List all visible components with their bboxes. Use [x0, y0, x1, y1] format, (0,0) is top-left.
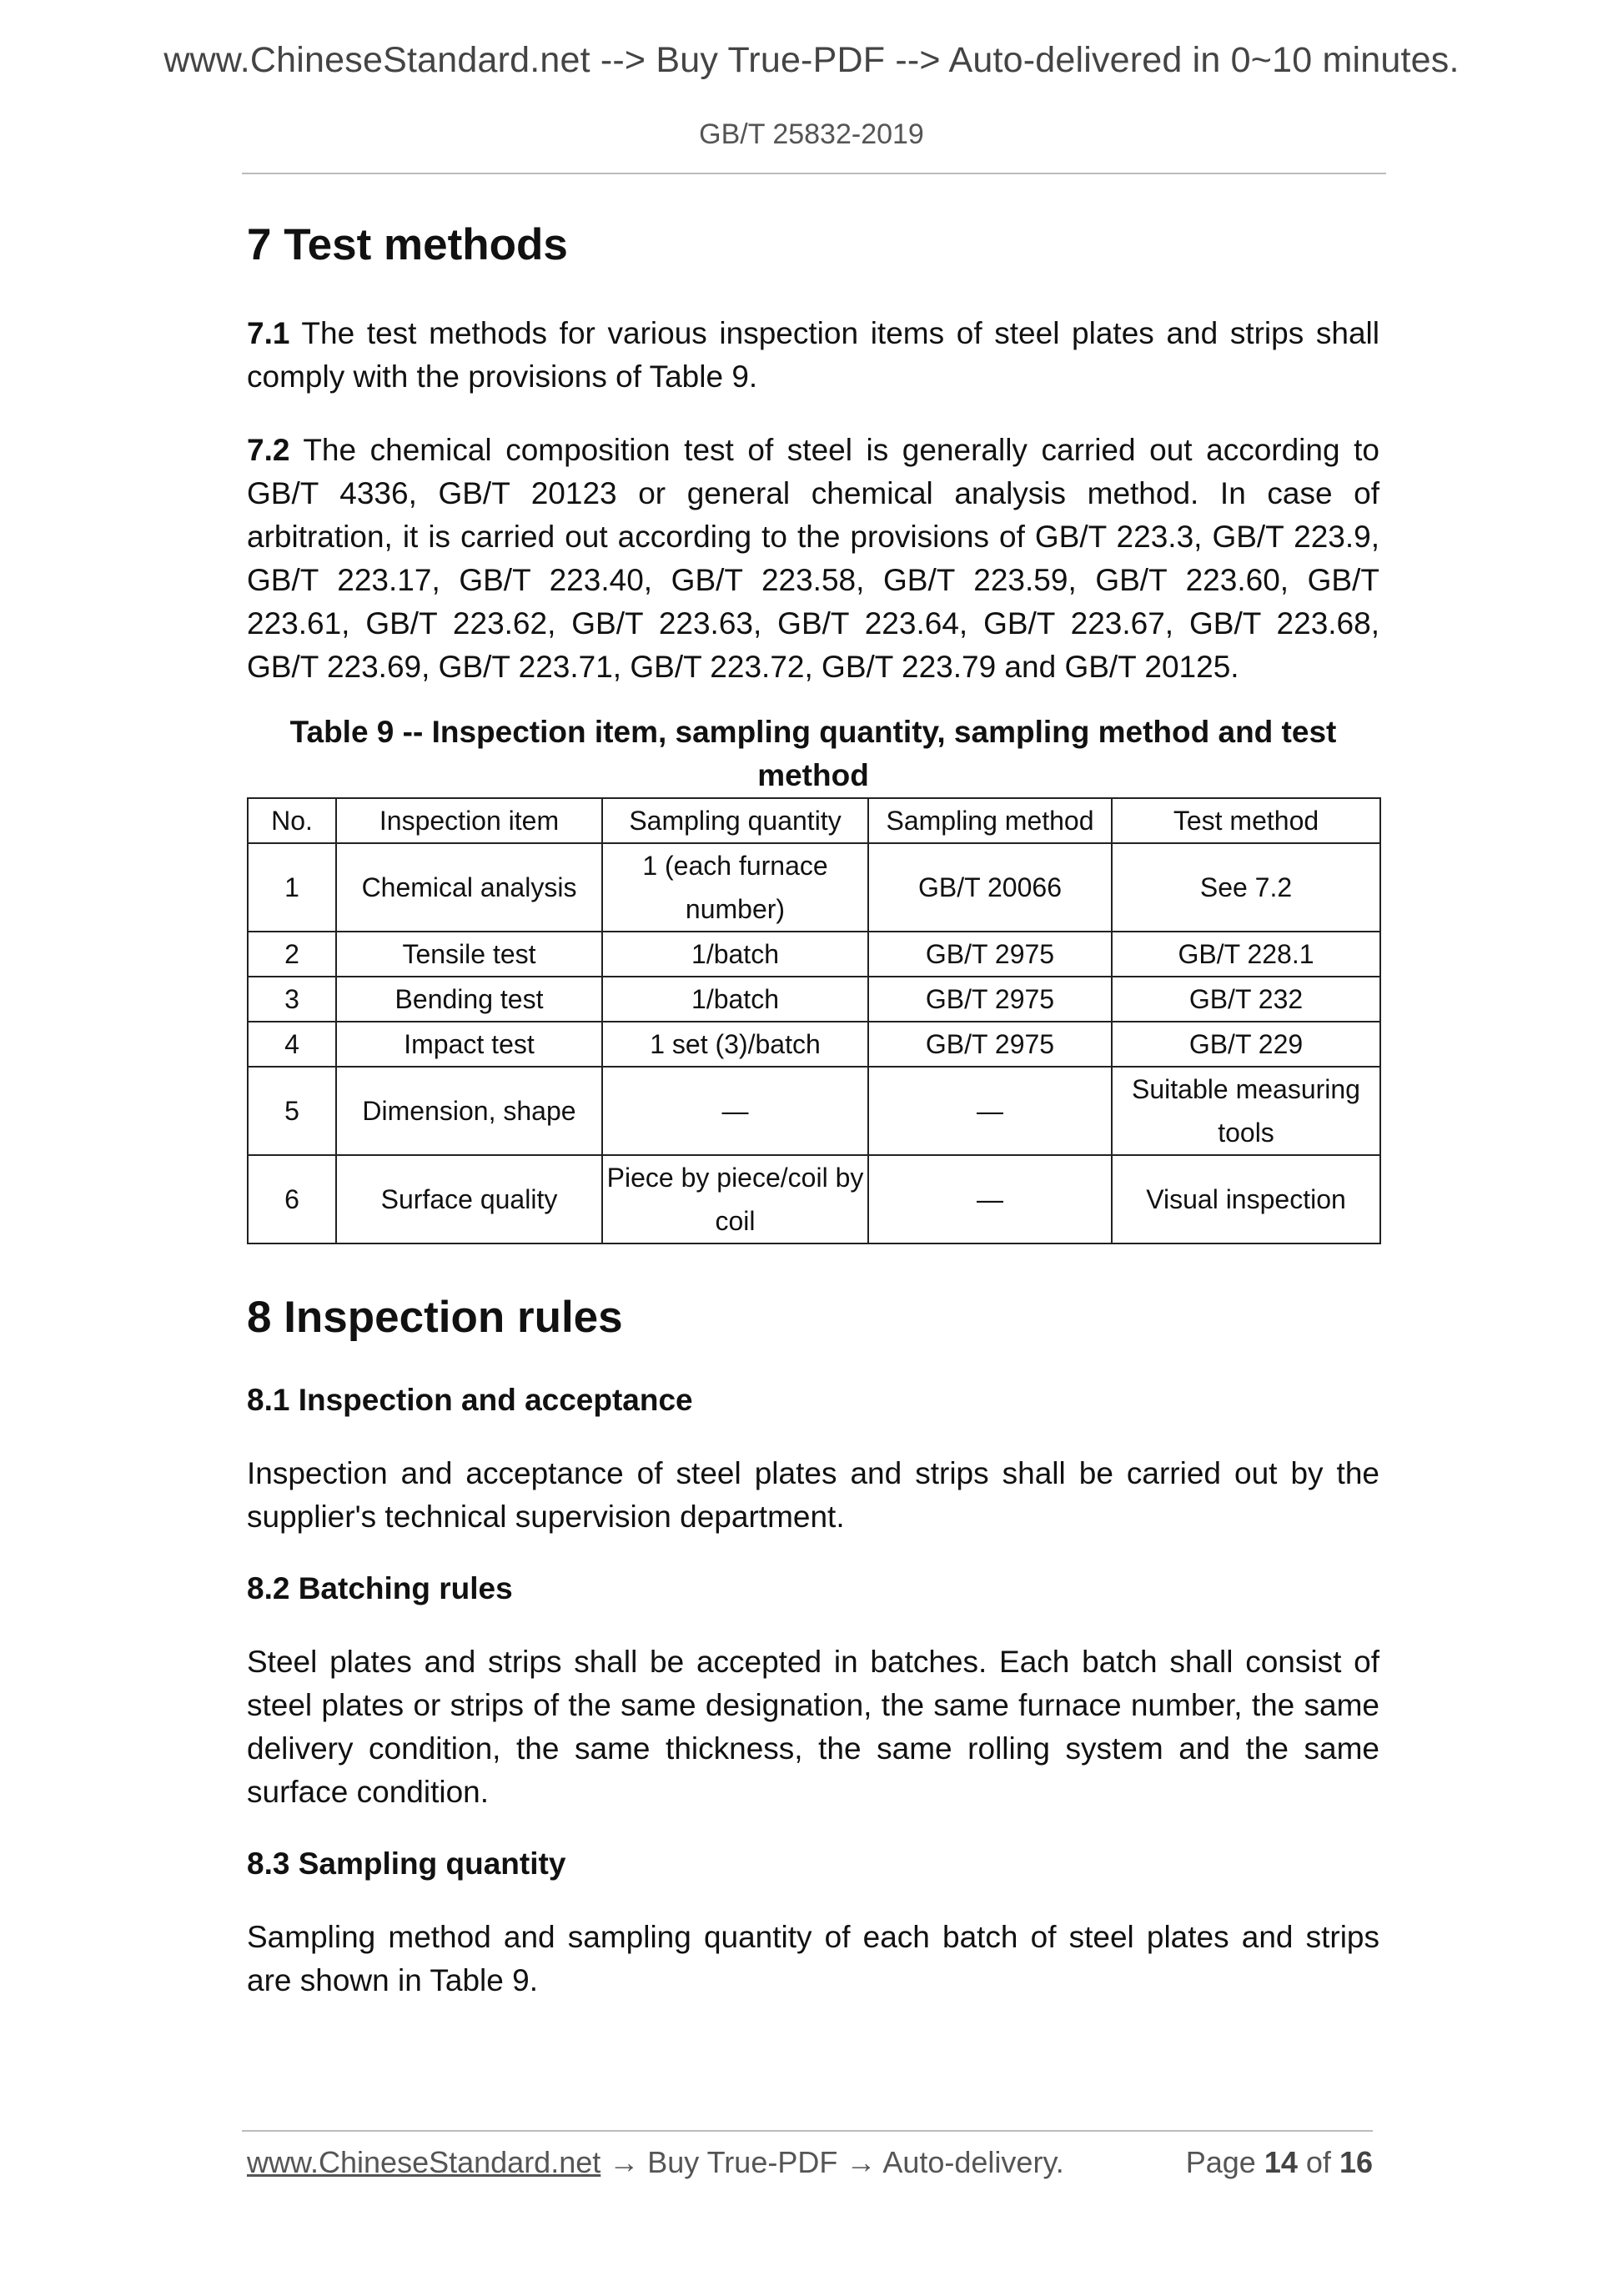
- cell-test-method: See 7.2: [1112, 843, 1380, 932]
- cell-sampling-method: —: [868, 1155, 1112, 1243]
- cell-no: 4: [248, 1022, 336, 1067]
- cell-sampling-quantity: 1 set (3)/batch: [602, 1022, 868, 1067]
- cell-sampling-method: GB/T 2975: [868, 977, 1112, 1022]
- table-row: [248, 1155, 1380, 1243]
- paragraph-8-3: Sampling method and sampling quantity of each batch of steel plates and strips are shown in Table 9.: [247, 1920, 1379, 1998]
- header-test-method: Test method: [1112, 798, 1380, 843]
- table-row: [248, 932, 1380, 977]
- page-label: Page: [1185, 2145, 1256, 2179]
- cell-test-method: GB/T 232: [1112, 977, 1380, 1022]
- cell-inspection-item: Surface quality: [336, 1155, 602, 1243]
- of-label: of: [1305, 2145, 1331, 2179]
- clause-number: 7.1: [247, 315, 290, 350]
- table-row: [248, 1067, 1380, 1155]
- cell-sampling-method: GB/T 20066: [868, 843, 1112, 932]
- footer-site-link[interactable]: www.ChineseStandard.net: [247, 2145, 601, 2179]
- footer-promo: [247, 2145, 1064, 2180]
- cell-test-method: GB/T 229: [1112, 1022, 1380, 1067]
- paragraph-7-1: [247, 312, 1379, 399]
- paragraph-8-1: Inspection and acceptance of steel plates and strips shall be carried out by the supplier's technical supervision department.: [247, 1456, 1379, 1535]
- cell-inspection-item: Tensile test: [336, 932, 602, 977]
- header-sampling-quantity: Sampling quantity: [602, 798, 868, 843]
- cell-sampling-method: —: [868, 1067, 1112, 1155]
- cell-inspection-item: Dimension, shape: [336, 1067, 602, 1155]
- section-8-heading: 8 Inspection rules: [247, 1292, 623, 1342]
- total-pages: 16: [1339, 2145, 1373, 2179]
- cell-test-method: Suitable measuring tools: [1112, 1067, 1380, 1155]
- subsection-8-2-heading: 8.2 Batching rules: [247, 1571, 513, 1606]
- cell-sampling-quantity: Piece by piece/coil by coil: [602, 1155, 868, 1243]
- table-header-row: [248, 798, 1380, 843]
- table-9-caption: Table 9 -- Inspection item, sampling quantity, sampling method and test method: [289, 714, 1337, 792]
- header-inspection-item: Inspection item: [336, 798, 602, 843]
- cell-no: 5: [248, 1067, 336, 1155]
- table-row: [248, 843, 1380, 932]
- header-sampling-method: Sampling method: [868, 798, 1112, 843]
- section-7-heading: 7 Test methods: [247, 220, 568, 269]
- cell-test-method: GB/T 228.1: [1112, 932, 1380, 977]
- clause-number: 7.2: [247, 432, 290, 467]
- cell-no: 1: [248, 843, 336, 932]
- paragraph-8-2: Steel plates and strips shall be accepted in batches. Each batch shall consist of steel plates or strips of the same designation, the same furnace number, the same delivery condition, the same thickness, the same rolling system and the same surface condition.: [247, 1645, 1379, 1810]
- header-no: No.: [248, 798, 336, 843]
- inspection-table: [247, 797, 1381, 1244]
- footer-divider: [242, 2130, 1373, 2132]
- subsection-8-3-heading: 8.3 Sampling quantity: [247, 1846, 566, 1882]
- cell-inspection-item: Chemical analysis: [336, 843, 602, 932]
- cell-sampling-method: GB/T 2975: [868, 1022, 1112, 1067]
- table-row: [248, 977, 1380, 1022]
- cell-test-method: Visual inspection: [1112, 1155, 1380, 1243]
- page-number: [1186, 2145, 1373, 2180]
- clause-text: The test methods for various inspection items of steel plates and strips shall comply with the provisions of Table 9.: [247, 315, 1379, 394]
- cell-sampling-method: GB/T 2975: [868, 932, 1112, 977]
- standard-code: GB/T 25832-2019: [699, 118, 924, 150]
- cell-no: 3: [248, 977, 336, 1022]
- clause-text: The chemical composition test of steel is generally carried out according to GB/T 4336, GB/T 20123 or general chemical analysis method. In case of arbitration, it is carried out according to the provisions of GB/T 223.3, GB/T 223.9, GB/T 223.17, GB/T 223.40, GB/T 223.58, GB/T 223.59, GB/T 223.60, GB/T 223.61, GB/T 223.62, GB/T 223.63, GB/T 223.64, GB/T 223.67, GB/T 223.68, GB/T 223.69, GB/T 223.71, GB/T 223.72, GB/T 223.79 and GB/T 20125.: [247, 432, 1379, 684]
- subsection-8-1-heading: 8.1 Inspection and acceptance: [247, 1383, 693, 1418]
- cell-sampling-quantity: 1 (each furnace number): [602, 843, 868, 932]
- cell-no: 6: [248, 1155, 336, 1243]
- cell-inspection-item: Bending test: [336, 977, 602, 1022]
- cell-no: 2: [248, 932, 336, 977]
- cell-sampling-quantity: —: [602, 1067, 868, 1155]
- cell-sampling-quantity: 1/batch: [602, 932, 868, 977]
- footer-promo-text: → Buy True-PDF → Auto-delivery.: [609, 2145, 1064, 2179]
- table-row: [248, 1022, 1380, 1067]
- top-banner: www.ChineseStandard.net --> Buy True-PDF --> Auto-delivered in 0~10 minutes.: [163, 40, 1460, 80]
- cell-inspection-item: Impact test: [336, 1022, 602, 1067]
- cell-sampling-quantity: 1/batch: [602, 977, 868, 1022]
- page-content: [247, 219, 1379, 2002]
- current-page: 14: [1264, 2145, 1298, 2179]
- header-divider: [242, 173, 1386, 174]
- paragraph-7-2: [247, 429, 1379, 689]
